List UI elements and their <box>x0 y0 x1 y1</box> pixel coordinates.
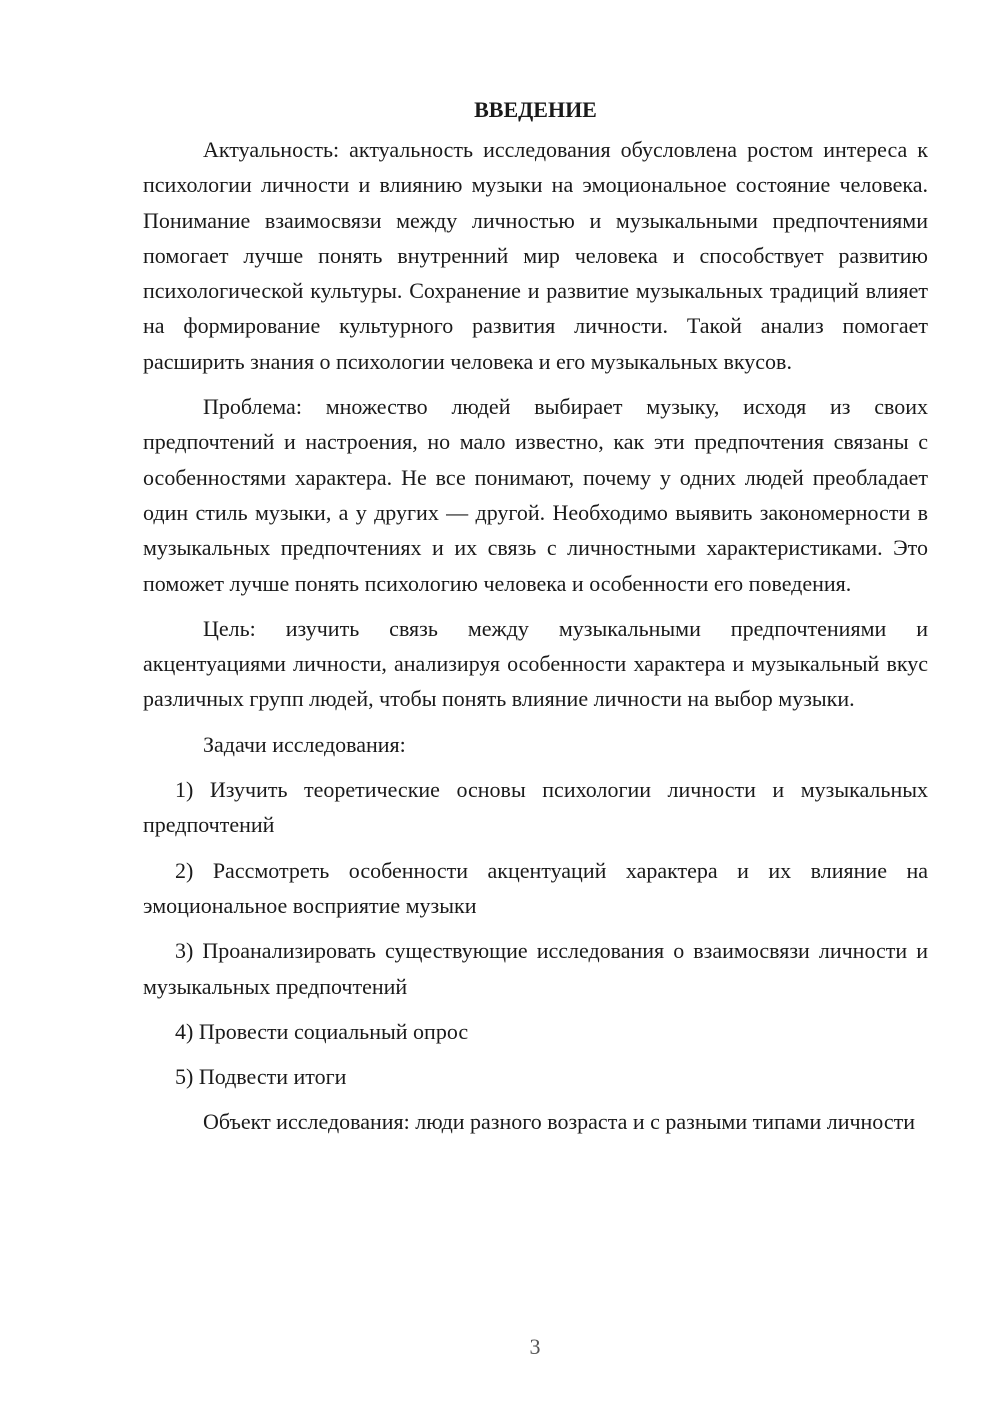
task-item: 1) Изучить теоретические основы психологии личности и музыкальных предпочтений <box>143 777 928 838</box>
document-page <box>143 92 928 1150</box>
paragraph-goal: Цель: изучить связь между музыкальными предпочтениями и акцентуациями личности, анализируя особенности характера и музыкальный вкус различных групп людей, чтобы понять влияние личности на выбор музыки. <box>143 615 928 712</box>
task-item: 3) Проанализировать существующие исследования о взаимосвязи личности и музыкальных предпочтений <box>143 938 928 999</box>
page-number: 3 <box>529 1334 541 1359</box>
paragraph-relevance: Актуальность: актуальность исследования обусловлена ростом интереса к психологии личности и влиянию музыки на эмоциональное состояние человека. Понимание взаимосвязи между личностью и музыкальными предпочтениями помогает лучше понять внутренний мир человека и способствует развитию психологической культуры. Сохранение и развитие музыкальных традиций влияет на формирование культурного развития личности. Такой анализ помогает расширить знания о психологии человека и его музыкальных вкусов. <box>143 137 928 374</box>
section-title: ВВЕДЕНИЕ <box>474 97 597 122</box>
task-item: 4) Провести социальный опрос <box>175 1018 469 1044</box>
paragraph-object: Объект исследования: люди разного возраста и с разными типами личности <box>203 1109 916 1135</box>
paragraph-problem: Проблема: множество людей выбирает музыку, исходя из своих предпочтений и настроения, но мало известно, как эти предпочтения связаны с особенностями характера. Не все понимают, почему у одних людей преобладает один стиль музыки, а у других — другой. Необходимо выявить закономерности в музыкальных предпочтениях и их связь с личностными характеристиками. Это поможет лучше понять психологию человека и особенности его поведения. <box>143 394 928 596</box>
tasks-heading: Задачи исследования: <box>203 731 406 757</box>
task-item: 2) Рассмотреть особенности акцентуаций характера и их влияние на эмоциональное восприятие музыки <box>143 857 928 918</box>
task-item: 5) Подвести итоги <box>175 1064 347 1090</box>
